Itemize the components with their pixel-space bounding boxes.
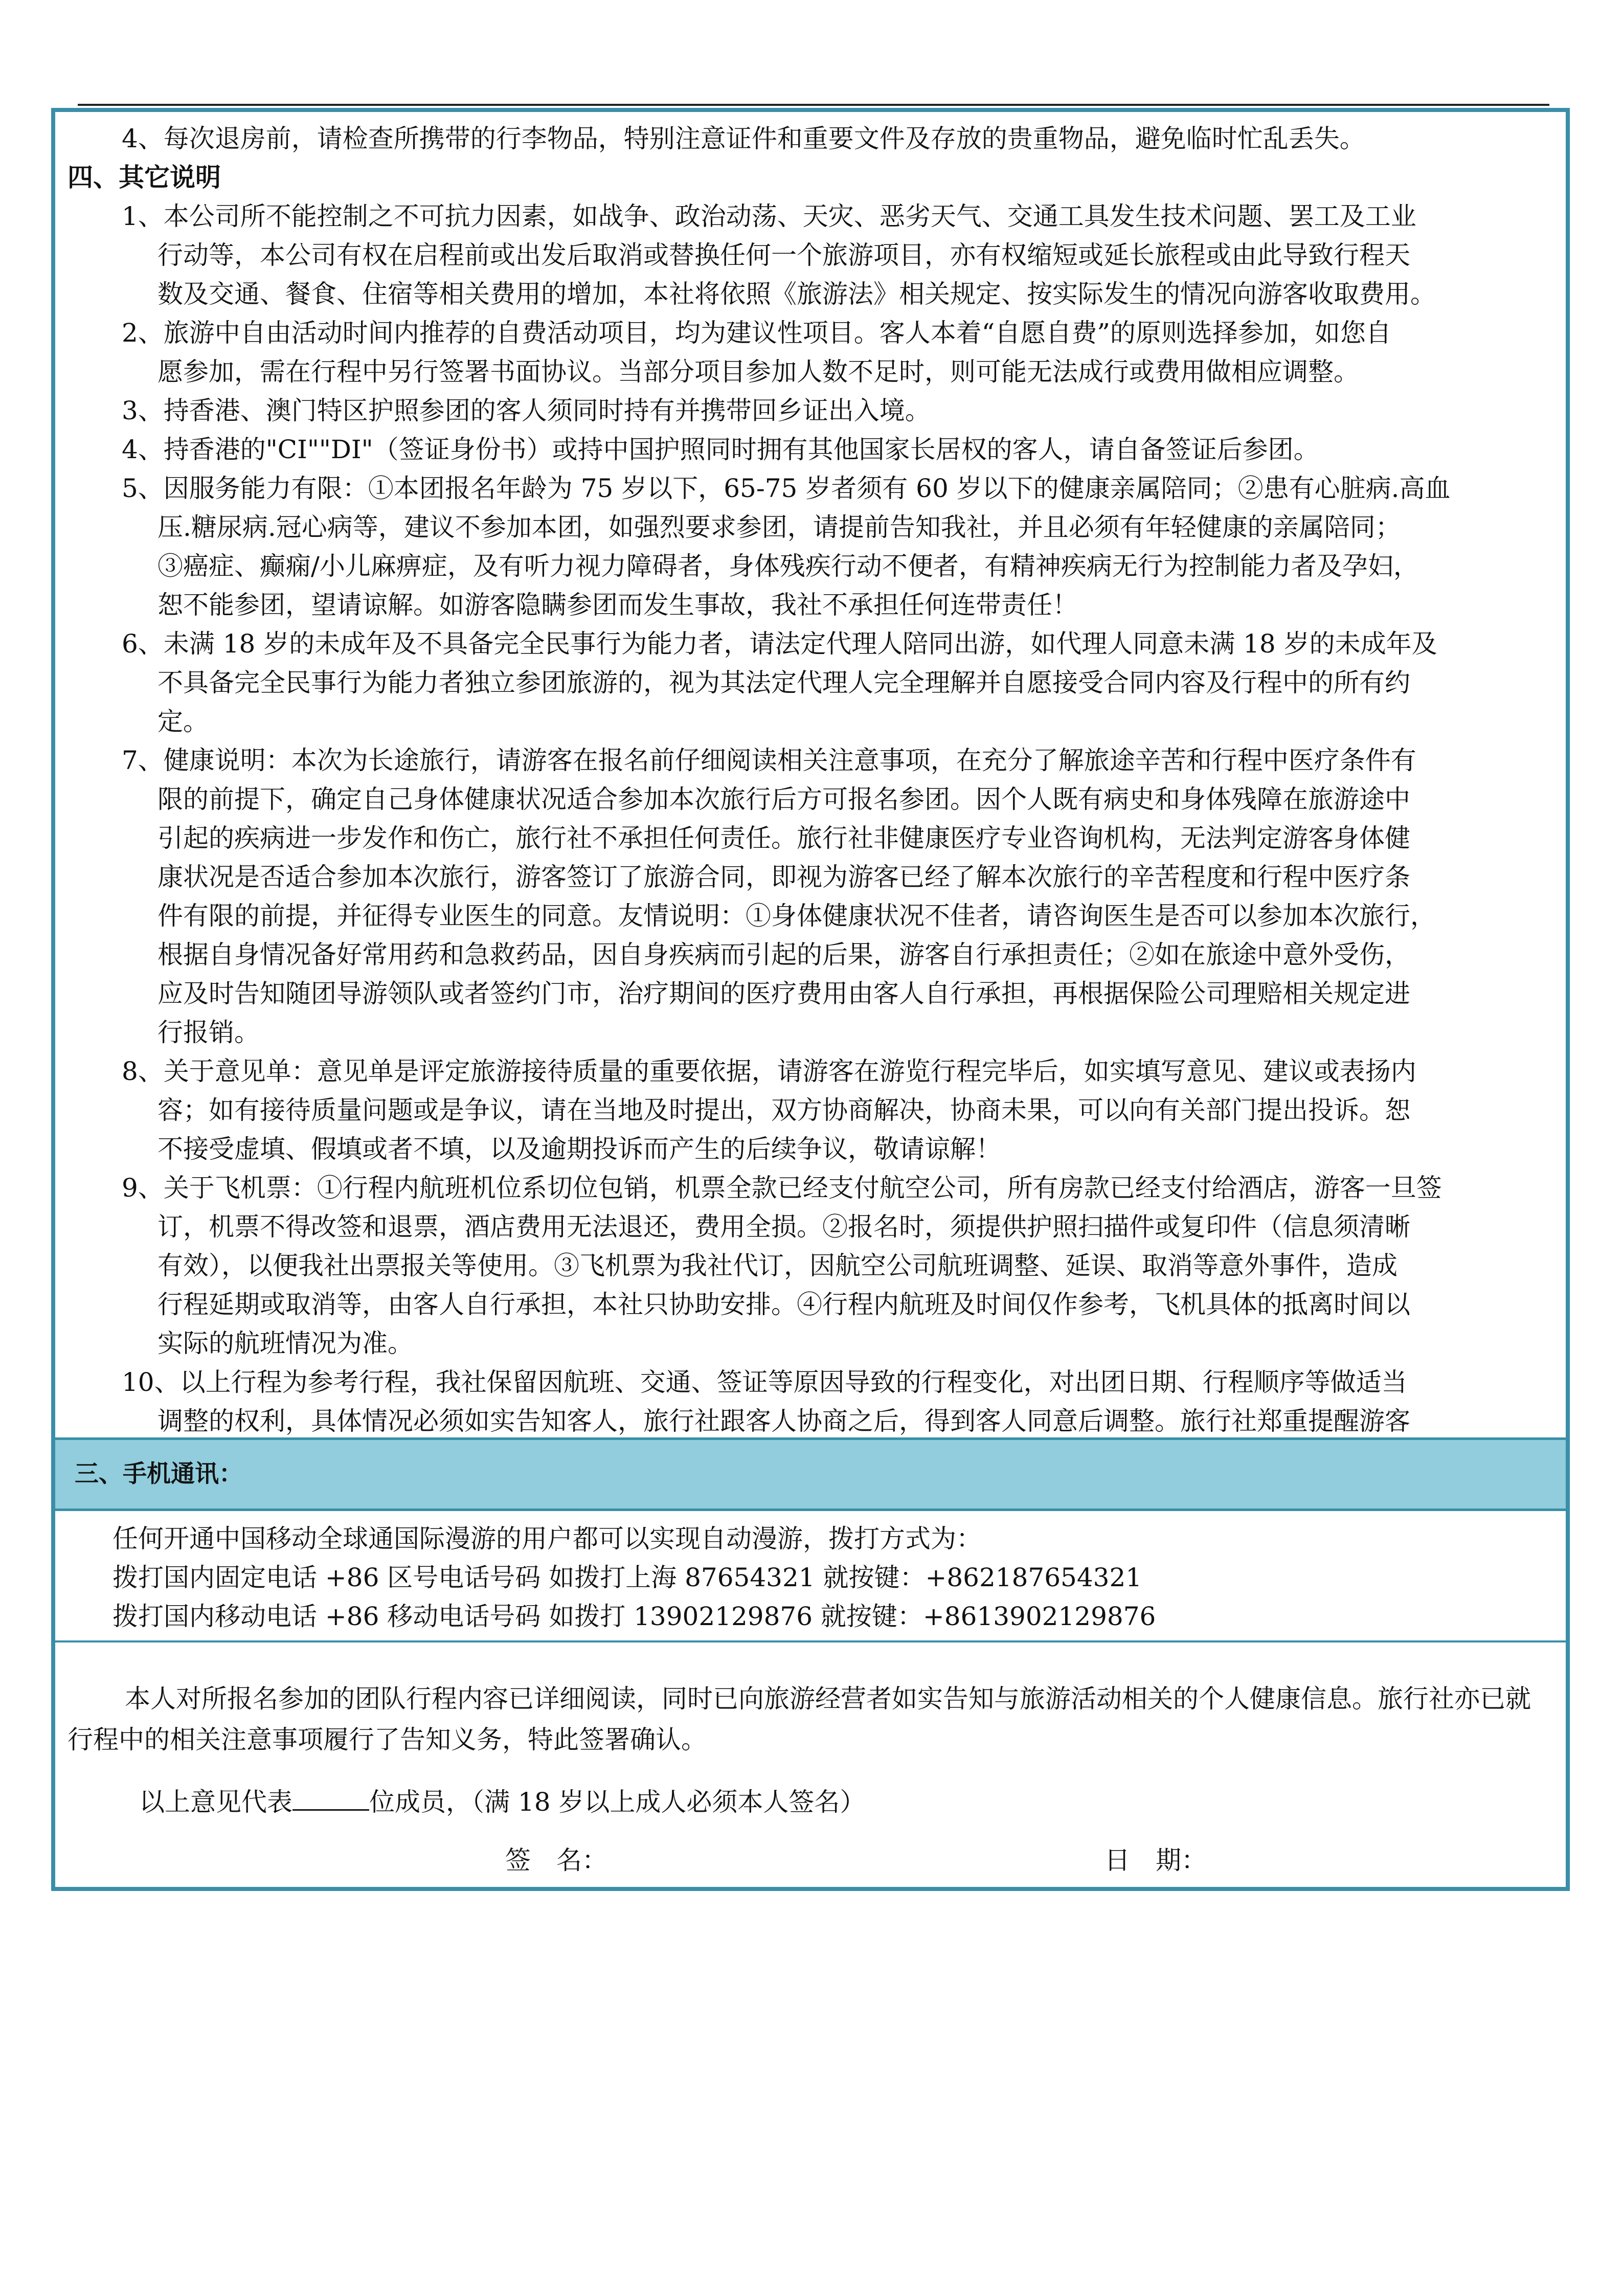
notes-line: 调整的权利，具体情况必须如实告知客人，旅行社跟客人协商之后，得到客人同意后调整。旅行社郑重提醒游客	[157, 1406, 1410, 1436]
other-notes-section	[55, 112, 1566, 1437]
notes-line: 订，机票不得改签和退票，酒店费用无法退还，费用全损。②报名时，须提供护照扫描件或复印件（信息须清晰	[157, 1212, 1410, 1242]
confirmation-section	[55, 1642, 1566, 1887]
phone-section-header	[55, 1437, 1566, 1511]
notes-line: 行动等，本公司有权在启程前或出发后取消或替换任何一个旅游项目，亦有权缩短或延长旅程或由此导致行程天	[157, 240, 1410, 270]
notes-line: 愿参加，需在行程中另行签署书面协议。当部分项目参加人数不足时，则可能无法成行或费用做相应调整。	[157, 357, 1359, 387]
notes-line: 3、持香港、澳门特区护照参团的客人须同时持有并携带回乡证出入境。	[122, 396, 931, 425]
phone-mobile: 拨打国内移动电话 +86 移动电话号码 如拨打 13902129876 就按键：+8613902129876	[112, 1602, 1156, 1631]
notes-line: 压.糖尿病.冠心病等，建议不参加本团，如强烈要求参团，请提前告知我社，并且必须有年轻健康的亲属陪同；	[157, 512, 1401, 542]
notes-line: 1、本公司所不能控制之不可抗力因素，如战争、政治动荡、天灾、恶劣天气、交通工具发生技术问题、罢工及工业	[122, 201, 1416, 231]
notes-line: 行程延期或取消等，由客人自行承担，本社只协助安排。④行程内航班及时间仅作参考，飞机具体的抵离时间以	[157, 1290, 1410, 1319]
notice-table	[51, 108, 1570, 1891]
notes-line: 8、关于意见单：意见单是评定旅游接待质量的重要依据，请游客在游览行程完毕后，如实填写意见、建议或表扬内	[122, 1056, 1416, 1086]
notes-line: 有效），以便我社出票报关等使用。③飞机票为我社代订，因航空公司航班调整、延误、取消等意外事件，造成	[157, 1251, 1397, 1280]
phone-section-body	[55, 1511, 1566, 1642]
notes-line: 4、持香港的"CI""DI"（签证身份书）或持中国护照同时拥有其他国家长居权的客人，请自备签证后参团。	[122, 435, 1319, 464]
notes-line: ③癌症、癫痫/小儿麻痹症，及有听力视力障碍者，身体残疾行动不便者，有精神疾病无行为控制能力者及孕妇，	[157, 551, 1419, 581]
phone-section-heading: 三、手机通讯：	[75, 1460, 243, 1488]
other-notes-heading: 四、其它说明	[67, 162, 221, 192]
checkout-reminder: 4、每次退房前，请检查所携带的行李物品，特别注意证件和重要文件及存放的贵重物品，避免临时忙乱丢失。	[122, 124, 1365, 153]
notes-line: 9、关于飞机票：①行程内航班机位系切位包销，机票全款已经支付航空公司，所有房款已经支付给酒店，游客一旦签	[122, 1173, 1442, 1203]
notes-line: 容；如有接待质量问题或是争议，请在当地及时提出，双方协商解决，协商未果，可以向有关部门提出投诉。恕	[157, 1095, 1410, 1125]
notes-line: 根据自身情况备好常用药和急救药品，因自身疾病而引起的后果，游客自行承担责任；②如在旅途中意外受伤，	[157, 940, 1410, 970]
notes-line: 康状况是否适合参加本次旅行，游客签订了旅游合同，即视为游客已经了解本次旅行的辛苦程度和行程中医疗条	[157, 862, 1410, 892]
represent-suffix: 位成员，（满 18 岁以上成人必须本人签名）	[369, 1787, 866, 1817]
notes-line: 6、未满 18 岁的未成年及不具备完全民事行为能力者，请法定代理人陪同出游，如代理人同意未满 18 岁的未成年及	[122, 629, 1437, 659]
notes-line: 数及交通、餐食、住宿等相关费用的增加，本社将依照《旅游法》相关规定、按实际发生的情况向游客收取费用。	[157, 279, 1436, 309]
notes-line: 不接受虚填、假填或者不填，以及逾期投诉而产生的后续争议，敬请谅解！	[157, 1134, 1001, 1164]
represent-prefix: 以上意见代表	[139, 1787, 292, 1817]
notes-line: 5、因服务能力有限：①本团报名年龄为 75 岁以下，65-75 岁者须有 60 岁以下的健康亲属陪同；②患有心脏病.高血	[122, 474, 1451, 503]
signature-label: 签 名：	[505, 1845, 607, 1875]
notes-line: 10、以上行程为参考行程，我社保留因航班、交通、签证等原因导致的行程变化，对出团日期、行程顺序等做适当	[122, 1367, 1407, 1397]
represent-line	[67, 1782, 1553, 1822]
phone-landline: 拨打国内固定电话 +86 区号电话号码 如拨打上海 87654321 就按键：+862187654321	[112, 1563, 1142, 1592]
notes-line: 行报销。	[157, 1018, 260, 1047]
notes-line: 件有限的前提，并征得专业医生的同意。友情说明：①身体健康状况不佳者，请咨询医生是否可以参加本次旅行，	[157, 901, 1436, 931]
confirmation-text: 本人对所报名参加的团队行程内容已详细阅读，同时已向旅游经营者如实告知与旅游活动相关的个人健康信息。旅行社亦已就行程中的相关注意事项履行了告知义务，特此签署确认。	[67, 1684, 1531, 1754]
other-notes-list	[67, 197, 1556, 1479]
notes-line: 不具备完全民事行为能力者独立参团旅游的，视为其法定代理人完全理解并自愿接受合同内容及行程中的所有约	[157, 668, 1410, 697]
notes-line: 引起的疾病进一步发作和伤亡，旅行社不承担任何责任。旅行社非健康医疗专业咨询机构，无法判定游客身体健	[157, 823, 1410, 853]
notes-line: 恕不能参团，望请谅解。如游客隐瞒参团而发生事故，我社不承担任何连带责任！	[157, 590, 1078, 620]
phone-intro: 任何开通中国移动全球通国际漫游的用户都可以实现自动漫游，拨打方式为：	[112, 1524, 982, 1554]
member-count-blank[interactable]	[292, 1784, 369, 1811]
notes-line: 7、健康说明：本次为长途旅行，请游客在报名前仔细阅读相关注意事项，在充分了解旅途辛苦和行程中医疗条件有	[122, 746, 1416, 775]
notes-line: 实际的航班情况为准。	[157, 1329, 413, 1358]
notes-line: 定。	[157, 707, 209, 736]
top-rule	[78, 104, 1549, 106]
notes-line: 应及时告知随团导游领队或者签约门市，治疗期间的医疗费用由客人自行承担，再根据保险公司理赔相关规定进	[157, 979, 1410, 1008]
notes-line: 2、旅游中自由活动时间内推荐的自费活动项目，均为建议性项目。客人本着“自愿自费”的原则选择参加，如您自	[122, 318, 1391, 348]
notes-line: 限的前提下，确定自己身体健康状况适合参加本次旅行后方可报名参团。因个人既有病史和身体残障在旅游途中	[157, 784, 1410, 814]
date-label: 日 期：	[1104, 1845, 1207, 1875]
